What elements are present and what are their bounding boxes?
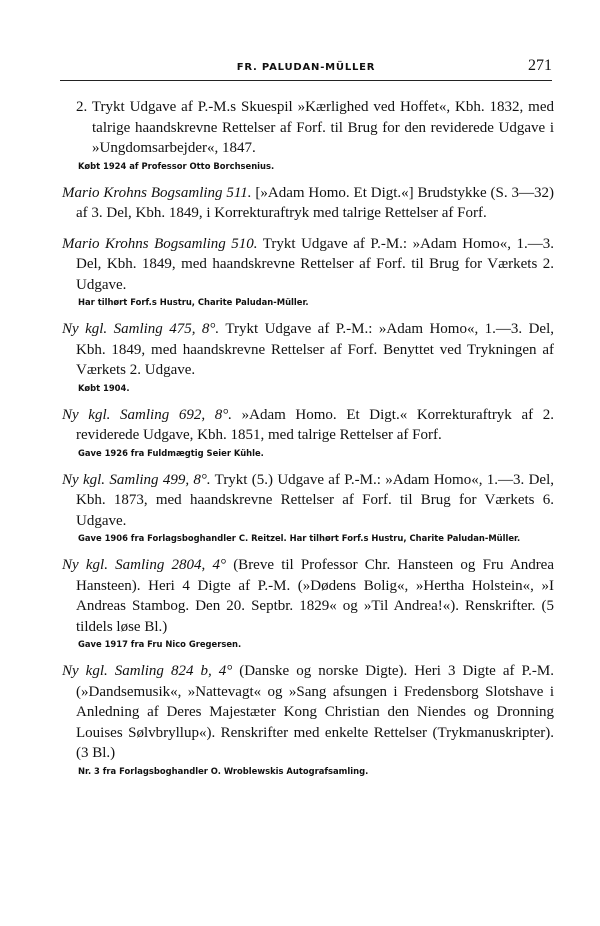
entry-text: [»Adam Homo. Et Digt.«] Brudstykke (S. 3—32) af 3. Del, Kbh. 1849, i Korrekturaftryk med talrige Rettelser af Forf. <box>76 184 554 221</box>
shelfmark: Ny kgl. Samling 2804, 4° <box>62 557 226 573</box>
entry-description <box>62 405 554 446</box>
entry-description <box>62 555 554 637</box>
entry-text: Trykt (5.) Udgave af P.-M.: »Adam Homo«, 1.—3. Del, Kbh. 1873, med haandskrevne Rettelser af Forf. til Brug for Værkets 6. Udgave. <box>76 471 554 529</box>
shelfmark: Ny kgl. Samling 499, 8°. <box>62 471 211 488</box>
running-title: FR. PALUDAN-MÜLLER <box>236 62 376 73</box>
entry-description <box>62 319 554 381</box>
provenance-note: Gave 1917 fra Fru Nico Gregersen. <box>78 639 242 649</box>
catalogue-entries <box>62 97 554 788</box>
entry-text: 2. Trykt Udgave af P.-M.s Skuespil »Kærlighed ved Hoffet«, Kbh. 1832, med talrige haandskrevne Rettelser af Forf. til Brug for den reviderede Udgave i »Ungdomsarbejder«, 1847. <box>76 99 554 156</box>
catalogue-entry <box>62 97 554 173</box>
entry-description <box>62 183 554 224</box>
shelfmark: Mario Krohns Bogsamling 510. <box>62 235 258 252</box>
shelfmark: Ny kgl. Samling 692, 8°. <box>62 406 232 423</box>
catalogue-entry <box>62 405 554 460</box>
provenance-note: Gave 1926 fra Fuldmægtig Seier Kühle. <box>78 447 264 458</box>
provenance-note: Købt 1904. <box>78 382 130 393</box>
entry-text: Trykt Udgave af P.-M.: »Adam Homo«, 1.—3. Del, Kbh. 1849, med haandskrevne Rettelser af Forf. til Brug for Værkets 2. Udgave. <box>76 235 554 293</box>
catalogue-entry <box>62 234 554 310</box>
page-number: 271 <box>528 57 552 74</box>
catalogue-entry <box>62 319 554 395</box>
entry-text: »Adam Homo. Et Digt.« Korrekturaftryk af 2. reviderede Udgave, Kbh. 1851, med talrige Rettelser af Forf. <box>76 406 554 443</box>
entry-text: Trykt Udgave af P.-M.: »Adam Homo«, 1.—3. Del, Kbh. 1849, med haandskrevne Rettelser af Forf. Benyttet ved Trykningen af Værkets 2. Udgave. <box>76 321 555 378</box>
entry-text: (Danske og norske Digte). Heri 3 Digte af P.-M. (»Dandsemusik«, »Nattevagt« og »Sang afsungen i Fredensborg Slotshave i Anledning af Deres Majestæter Kong Christian den Niendes og Dronning Louises Sølvbryllup«). Renskrifter med enkelte Rettelser (Trykmanuskripter). (3 Bl.) <box>76 663 555 761</box>
entry-description <box>62 661 554 764</box>
catalogue-entry <box>62 183 554 224</box>
provenance-note: Har tilhørt Forf.s Hustru, Charite Paludan-Müller. <box>78 297 309 307</box>
entry-text: (Breve til Professor Chr. Hansteen og Fru Andrea Hansteen). Heri 4 Digte af P.-M. (»Dødens Bolig«, »Hertha Holstein«, »I Andreas Stambog. Den 20. Septbr. 1829« og »Til Andrea!«). Renskrifter. (5 tildels løse Bl.) <box>76 557 554 635</box>
provenance-note: Købt 1924 af Professor Otto Borchsenius. <box>78 160 275 171</box>
entry-description <box>62 234 554 296</box>
catalogue-entry <box>62 661 554 778</box>
catalogue-entry <box>62 470 554 546</box>
running-header <box>60 58 552 81</box>
shelfmark: Mario Krohns Bogsamling 511. <box>62 184 252 201</box>
provenance-note: Nr. 3 fra Forlagsboghandler O. Wroblewskis Autografsamling. <box>78 765 369 776</box>
provenance-note: Gave 1906 fra Forlagsboghandler C. Reitzel. Har tilhørt Forf.s Hustru, Charite Paludan-Müller. <box>78 533 521 543</box>
shelfmark: Ny kgl. Samling 475, 8°. <box>62 321 220 337</box>
entry-description <box>62 470 554 532</box>
entry-description <box>62 97 554 159</box>
catalogue-entry <box>62 555 554 651</box>
shelfmark: Ny kgl. Samling 824 b, 4° <box>62 663 233 679</box>
